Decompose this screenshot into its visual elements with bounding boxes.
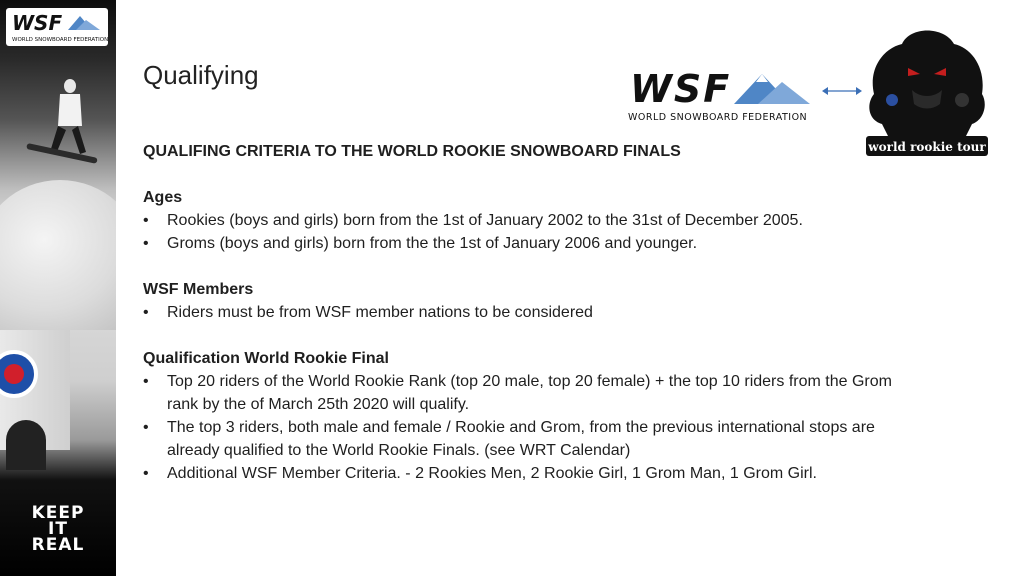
list-item: • Rookies (boys and girls) born from the 1st of January 2002 to the 31st of December 2005. xyxy=(143,209,903,232)
ages-list xyxy=(143,209,903,255)
double-arrow-icon xyxy=(822,84,862,98)
slogan-line-3: REAL xyxy=(31,535,85,555)
wrt-logo-text: world rookie tour xyxy=(868,140,986,154)
wsf-logo xyxy=(622,64,818,124)
list-item: • Groms (boys and girls) born from the the 1st of January 2006 and younger. xyxy=(143,232,903,255)
slogan-line-1: KEEP xyxy=(31,503,85,523)
world-rookie-tour-logo xyxy=(862,24,992,158)
snowboarder-figure xyxy=(20,68,100,168)
snow-mound xyxy=(0,180,116,330)
list-item: • Top 20 riders of the World Rookie Rank (top 20 male, top 20 female) + the top 10 riders from the Grom rank by the of March 25th 2020 will qualify. xyxy=(143,370,903,416)
side-banner xyxy=(0,0,116,576)
section-heading-ages: Ages xyxy=(143,189,183,206)
criteria-title: QUALIFING CRITERIA TO THE WORLD ROOKIE SNOWBOARD FINALS xyxy=(143,143,681,160)
section-heading-members: WSF Members xyxy=(143,281,254,298)
wsf-banner-logo xyxy=(6,8,108,46)
page-title: Qualifying xyxy=(143,60,259,90)
section-heading-qualification: Qualification World Rookie Final xyxy=(143,350,389,367)
slogan xyxy=(6,505,110,553)
svg-text:WSF: WSF xyxy=(630,67,732,111)
svg-text:WSF: WSF xyxy=(12,11,63,35)
svg-text:WORLD SNOWBOARD FEDERATION: WORLD SNOWBOARD FEDERATION xyxy=(12,37,108,43)
svg-text:WORLD SNOWBOARD FEDERATION: WORLD SNOWBOARD FEDERATION xyxy=(628,112,808,123)
criteria-content xyxy=(143,140,903,485)
arch-shape xyxy=(6,420,46,470)
qualification-list xyxy=(143,370,903,485)
slogan-line-2: IT xyxy=(48,519,68,539)
list-item: • Riders must be from WSF member nations to be considered xyxy=(143,301,903,324)
members-list xyxy=(143,301,903,324)
list-item: • The top 3 riders, both male and female / Rookie and Grom, from the previous international stops are already qualified to the World Rookie Finals. (see WRT Calendar) xyxy=(143,416,903,462)
list-item: • Additional WSF Member Criteria. - 2 Rookies Men, 2 Rookie Girl, 1 Grom Man, 1 Grom Girl. xyxy=(143,462,903,485)
